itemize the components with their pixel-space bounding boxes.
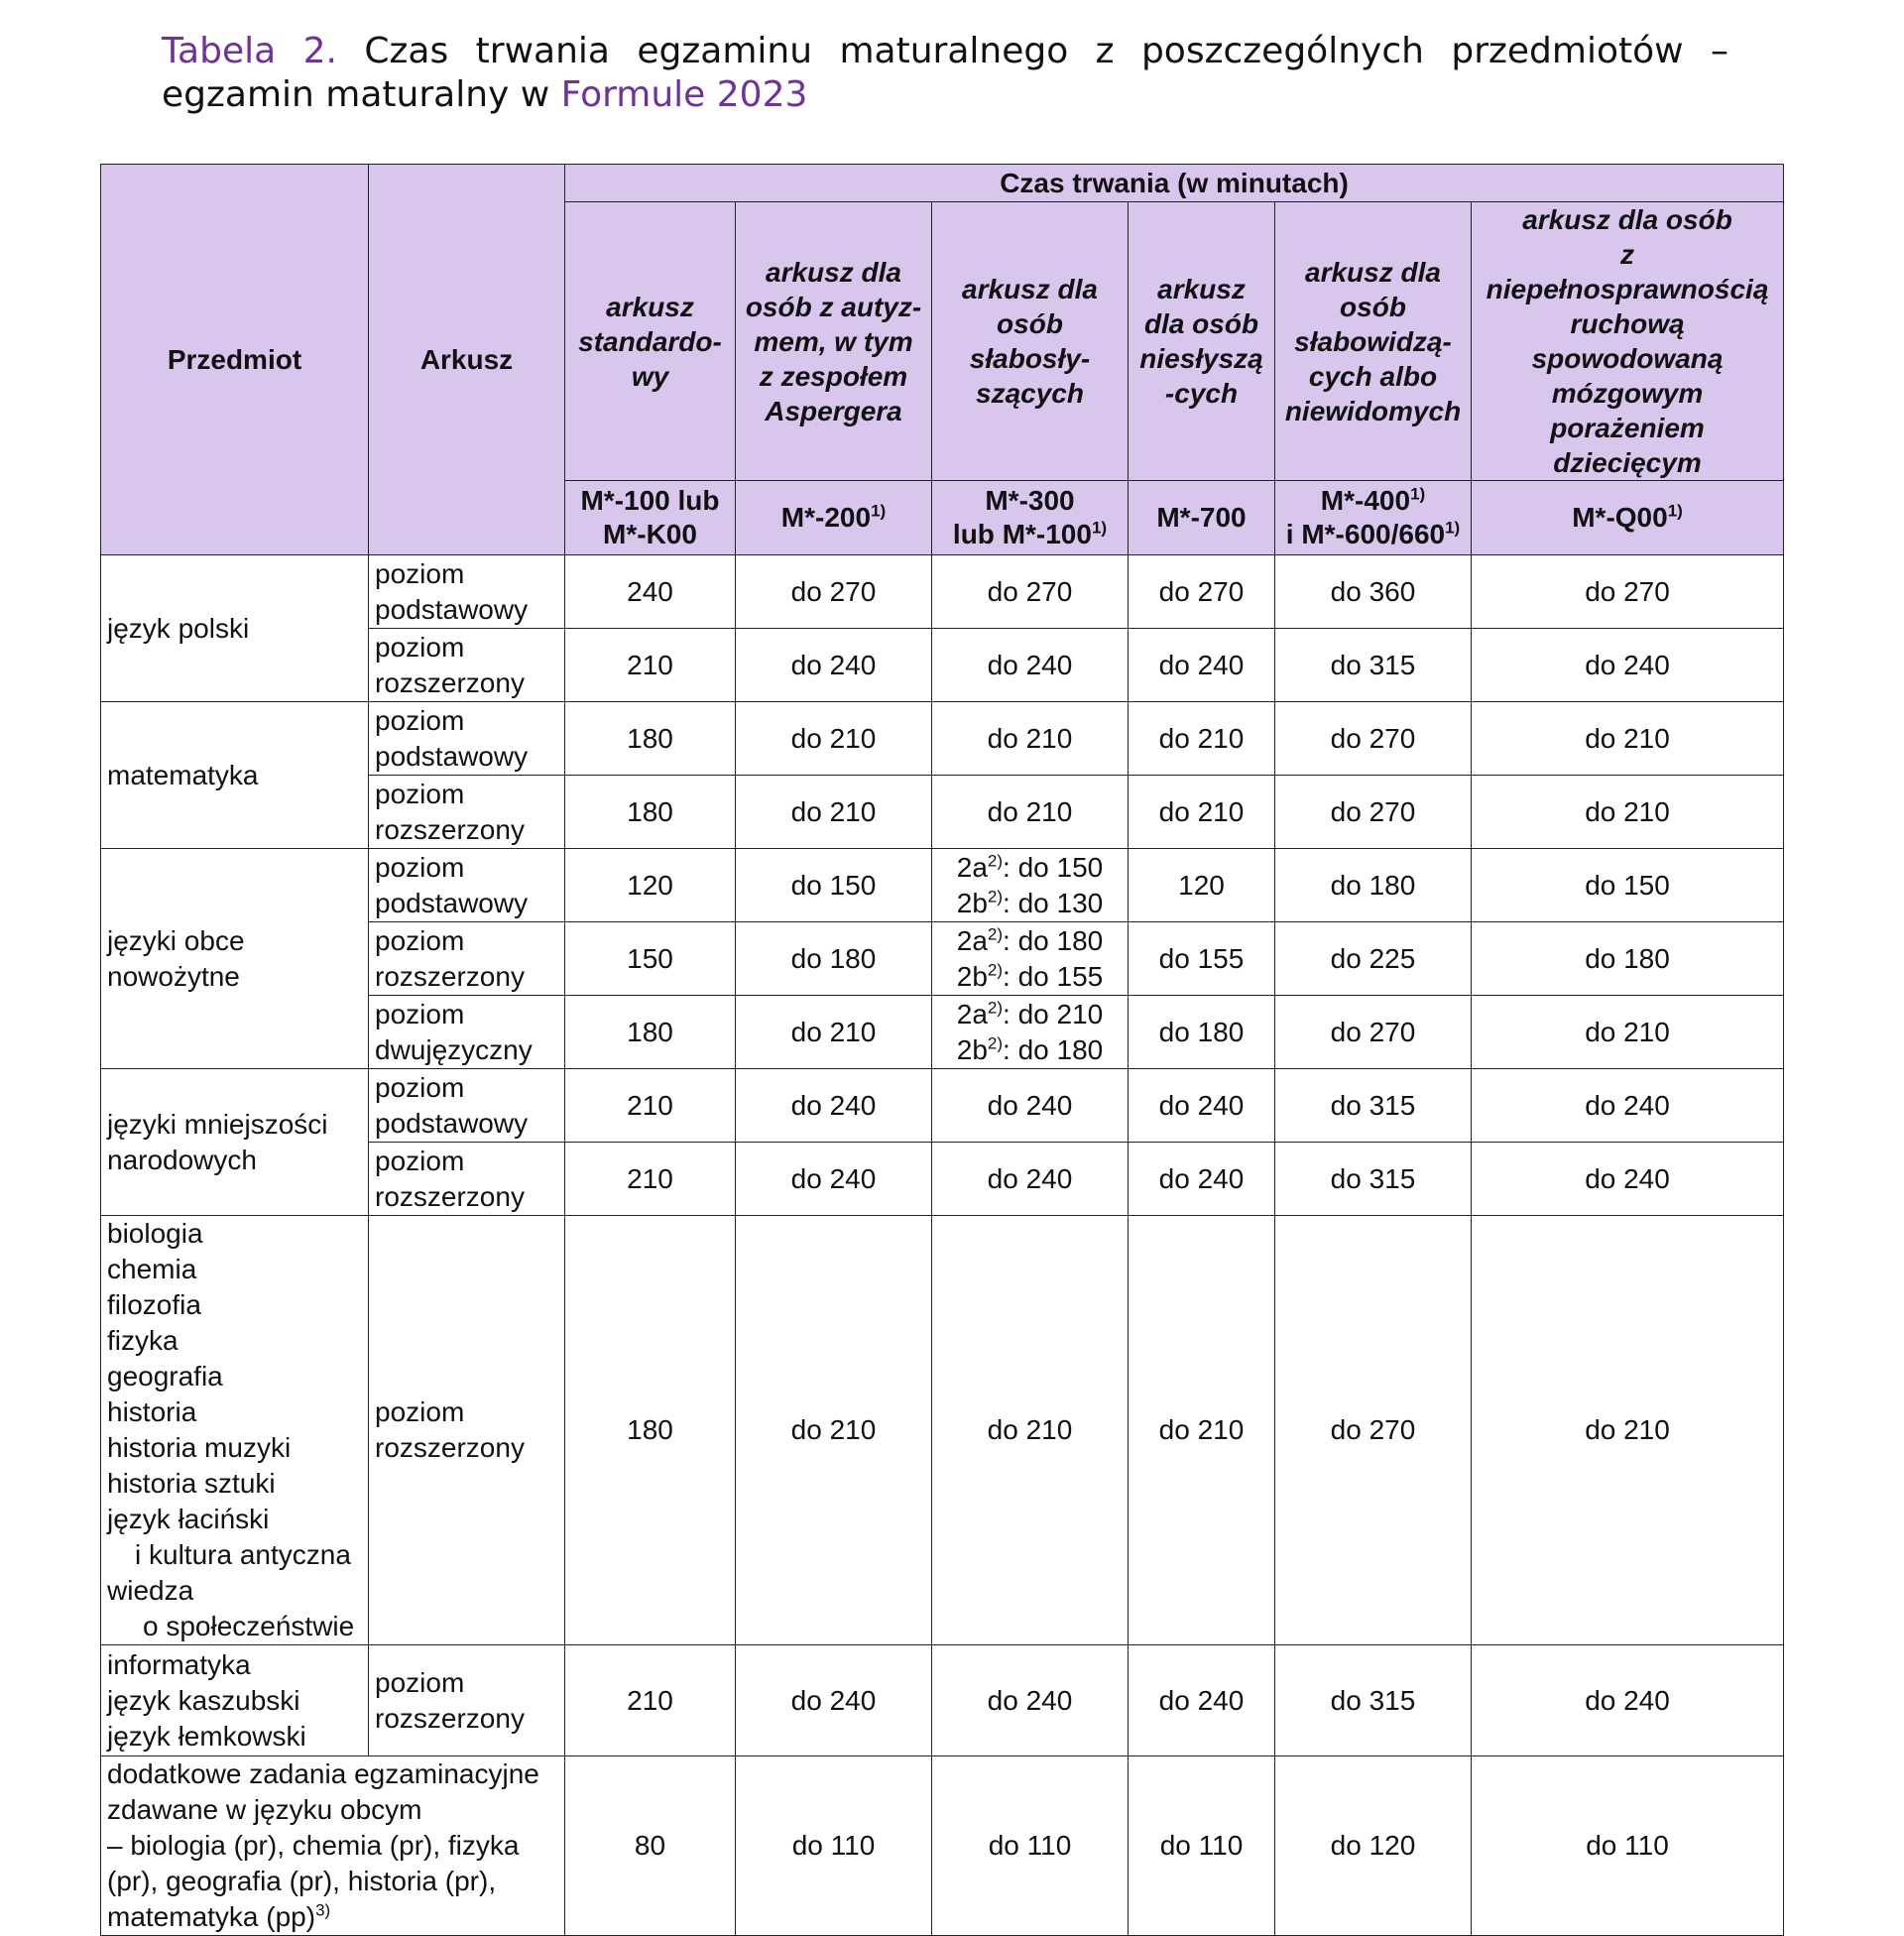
value-cell: do 180 (1129, 996, 1275, 1069)
value-cell: 180 (565, 702, 736, 776)
level-cell: poziom dwujęzyczny (369, 996, 565, 1069)
caption-text: Czas trwania egzaminu maturalnego z poszczególnych przedmiotów – egzamin maturalny w (162, 31, 1729, 115)
header-subject: Przedmiot (101, 165, 369, 555)
header-code-cerebral-palsy: M*-Q00$^{1)}$ (1472, 481, 1784, 555)
value-cell: 180 (565, 776, 736, 849)
value-cell: do 210 (932, 702, 1129, 776)
header-code-deaf: M*-700 (1129, 481, 1275, 555)
value-cell: do 110 (736, 1756, 932, 1936)
value-cell: do 225 (1275, 922, 1472, 996)
value-cell: do 270 (736, 555, 932, 629)
level-cell: poziom rozszerzony (369, 776, 565, 849)
value-cell: 150 (565, 922, 736, 996)
level-cell: poziom podstawowy (369, 555, 565, 629)
table-row (101, 1069, 1784, 1143)
table-row (101, 1216, 1784, 1645)
value-cell: do 270 (1129, 555, 1275, 629)
value-cell: do 155 (1129, 922, 1275, 996)
value-cell: do 270 (1275, 996, 1472, 1069)
value-cell: do 240 (736, 629, 932, 702)
value-cell: do 270 (1275, 702, 1472, 776)
value-cell: do 110 (932, 1756, 1129, 1936)
header-col-hard-of-hearing: arkusz dla osób słabosły- szących (932, 202, 1129, 481)
value-cell: 80 (565, 1756, 736, 1936)
value-cell: 210 (565, 1143, 736, 1216)
value-cell: do 210 (1129, 702, 1275, 776)
value-cell: do 270 (932, 555, 1129, 629)
table-row (101, 702, 1784, 776)
value-cell: do 150 (736, 849, 932, 922)
value-cell: do 110 (1129, 1756, 1275, 1936)
value-cell: do 180 (736, 922, 932, 996)
value-cell: do 315 (1275, 1069, 1472, 1143)
table-caption (162, 30, 1728, 117)
value-cell: do 270 (1275, 1216, 1472, 1645)
level-cell: poziom rozszerzony (369, 1143, 565, 1216)
value-cell: $2a^{2)}$: do 210 $2b^{2)}$: do 180 (932, 996, 1129, 1069)
value-cell: do 240 (1472, 1069, 1784, 1143)
header-code-autism: M*-200$^{1)}$ (736, 481, 932, 555)
caption-label: Tabela 2. (162, 31, 337, 71)
level-cell: poziom podstawowy (369, 849, 565, 922)
value-cell: do 240 (1129, 1069, 1275, 1143)
value-cell: do 240 (1472, 1143, 1784, 1216)
header-col-standard: arkusz standardo- wy (565, 202, 736, 481)
value-cell: do 210 (1472, 776, 1784, 849)
subject-cell: matematyka (101, 702, 369, 849)
value-cell: do 270 (1472, 555, 1784, 629)
subject-cell: język polski (101, 555, 369, 702)
header-col-autism: arkusz dla osób z autyz- mem, w tym z zespołem Aspergera (736, 202, 932, 481)
table-row (101, 1756, 1784, 1936)
table-row (101, 555, 1784, 629)
value-cell: do 110 (1472, 1756, 1784, 1936)
value-cell: do 210 (932, 1216, 1129, 1645)
value-cell: do 240 (736, 1069, 932, 1143)
value-cell: 180 (565, 1216, 736, 1645)
value-cell: do 240 (1472, 629, 1784, 702)
table-row (101, 849, 1784, 922)
subject-list-cell: biologia chemia filozofia fizyka geografia historia historia muzyki historia sztuki język łaciński i kultura antyczna wiedza o społeczeństwie (101, 1216, 369, 1645)
level-cell: poziom podstawowy (369, 1069, 565, 1143)
value-cell: do 240 (1129, 1143, 1275, 1216)
value-cell: do 210 (932, 776, 1129, 849)
header-code-hard-of-hearing: M*-300 lub M*-100$^{1)}$ (932, 481, 1129, 555)
level-cell: poziom podstawowy (369, 702, 565, 776)
value-cell: do 360 (1275, 555, 1472, 629)
value-cell: do 150 (1472, 849, 1784, 922)
subject-cell: języki obce nowożytne (101, 849, 369, 1069)
value-cell: do 210 (736, 1216, 932, 1645)
subject-cell: języki mniejszości narodowych (101, 1069, 369, 1216)
value-cell: do 180 (1275, 849, 1472, 922)
value-cell: do 210 (736, 702, 932, 776)
value-cell: 210 (565, 1069, 736, 1143)
value-cell: do 240 (932, 1143, 1129, 1216)
header-col-cerebral-palsy: arkusz dla osób z niepełnosprawnością ruchową spowodowaną mózgowym porażeniem dziecięcym (1472, 202, 1784, 481)
value-cell: $2a^{2)}$: do 150 $2b^{2)}$: do 130 (932, 849, 1129, 922)
value-cell: 180 (565, 996, 736, 1069)
value-cell: 240 (565, 555, 736, 629)
value-cell: do 210 (736, 776, 932, 849)
value-cell: 120 (1129, 849, 1275, 922)
value-cell: do 210 (1472, 1216, 1784, 1645)
value-cell: do 240 (1472, 1645, 1784, 1756)
value-cell: $2a^{2)}$: do 180 $2b^{2)}$: do 155 (932, 922, 1129, 996)
caption-formula: Formule 2023 (560, 74, 808, 115)
header-code-visually-impaired: M*-400$^{1)}$ i M*-600/660$^{1)}$ (1275, 481, 1472, 555)
value-cell: do 240 (736, 1645, 932, 1756)
level-cell: poziom rozszerzony (369, 922, 565, 996)
header-col-deaf: arkusz dla osób niesłyszą -cych (1129, 202, 1275, 481)
header-row-1 (101, 165, 1784, 202)
value-cell: 210 (565, 629, 736, 702)
value-cell: do 315 (1275, 1143, 1472, 1216)
value-cell: do 210 (1129, 776, 1275, 849)
value-cell: do 180 (1472, 922, 1784, 996)
value-cell: do 240 (932, 1645, 1129, 1756)
value-cell: do 210 (1472, 996, 1784, 1069)
value-cell: do 240 (932, 1069, 1129, 1143)
header-col-visually-impaired: arkusz dla osób słabowidzą- cych albo niewidomych (1275, 202, 1472, 481)
value-cell: do 120 (1275, 1756, 1472, 1936)
value-cell: do 270 (1275, 776, 1472, 849)
value-cell: do 315 (1275, 1645, 1472, 1756)
value-cell: do 315 (1275, 629, 1472, 702)
value-cell: do 240 (932, 629, 1129, 702)
subject-list-cell: informatyka język kaszubski język łemkowski (101, 1645, 369, 1756)
table-row (101, 1645, 1784, 1756)
level-cell: poziom rozszerzony (369, 1645, 565, 1756)
additional-tasks-cell: dodatkowe zadania egzaminacyjne zdawane w języku obcym – biologia (pr), chemia (pr), fizyka (pr), geografia (pr), historia (pr), matematyka (pp)$^{3)}$ (101, 1756, 565, 1936)
level-cell: poziom rozszerzony (369, 629, 565, 702)
value-cell: do 210 (1129, 1216, 1275, 1645)
level-cell: poziom rozszerzony (369, 1216, 565, 1645)
value-cell: do 210 (1472, 702, 1784, 776)
value-cell: do 240 (1129, 629, 1275, 702)
value-cell: 120 (565, 849, 736, 922)
header-duration-group: Czas trwania (w minutach) (565, 165, 1784, 202)
value-cell: do 240 (1129, 1645, 1275, 1756)
value-cell: do 210 (736, 996, 932, 1069)
value-cell: do 240 (736, 1143, 932, 1216)
value-cell: 210 (565, 1645, 736, 1756)
exam-duration-table (100, 164, 1784, 1936)
header-code-standard: M*-100 lub M*-K00 (565, 481, 736, 555)
header-sheet: Arkusz (369, 165, 565, 555)
